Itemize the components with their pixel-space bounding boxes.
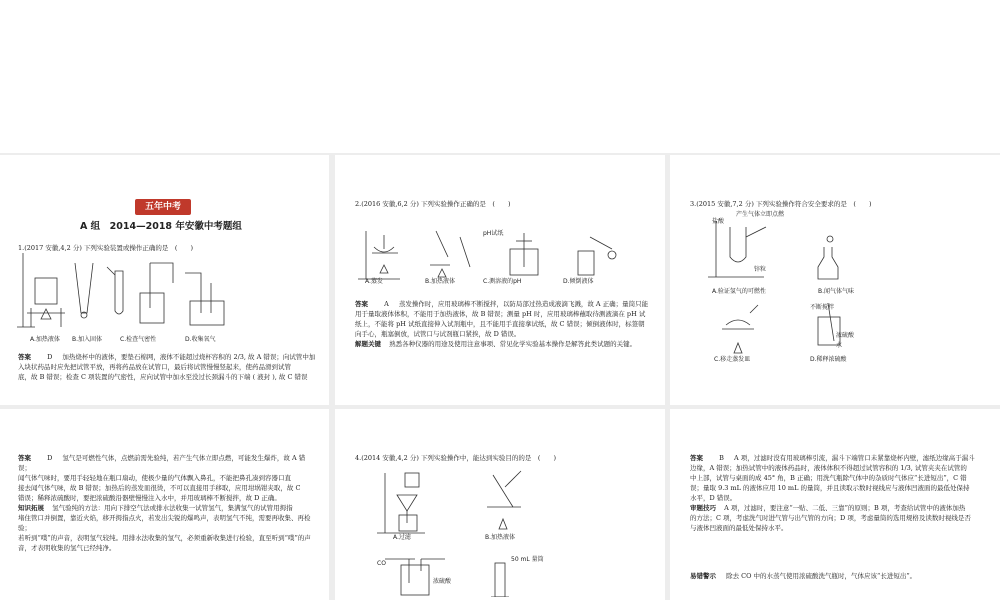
five-year-badge: 五年中考 [135, 199, 191, 215]
label-cylinder: 50 mL 量筒 [511, 556, 544, 563]
label-hydrochloric-acid: 盐酸 [712, 218, 725, 225]
extension-line-2: 堵住管口并倒置，靠近火焰，移开拇指点火，若发出尖锐的爆鸣声，表明氢气不纯，需要再收集、再检验； [18, 514, 311, 532]
answer-block [18, 352, 318, 382]
caption-b: B.闻气体气味 [818, 288, 855, 295]
answer-line-1: 氢气是可燃性气体，点燃前需先验纯，若产生气体立即点燃，可能发生爆炸，故 A 错误； [18, 454, 306, 472]
key-text: 熟悉各种仪器的用途及使用注意事项、常见化学实验基本操作是解答此类试题的关键。 [389, 340, 637, 348]
tip-line-3: 与液体凹液面的最低处保持水平。 [690, 524, 788, 532]
answer-line-2: 闻气体气味时，要用手轻轻地在瓶口扇动，使极少量的气体飘入鼻孔，不能把鼻孔凑到容器口直 [18, 474, 291, 482]
ph-paper-label: pH试纸 [483, 230, 504, 237]
question-text: 2.(2016 安徽,6,2 分) 下列实验操作正确的是 ( ) [355, 200, 511, 208]
caption-b: B.加热液体 [485, 534, 516, 541]
label-sulfuric-acid: 浓硫酸 [433, 578, 452, 585]
warning-label: 易错警示 [690, 572, 716, 580]
answer-line-1: 蒸发操作时，应用玻璃棒不断搅拌，以防局部过热造成液滴飞溅，故 A 正确；量筒只能 [398, 300, 649, 308]
answer-block [355, 299, 655, 349]
slide-answer-3[interactable] [0, 409, 329, 600]
answer-block [18, 453, 318, 553]
answer-line-4: 误；量取 9.3 mL 的液体应用 10 mL 的量筒，并且读取示数时视线应与液体凹液面的最低处保持 [690, 484, 970, 492]
label-ignite-gas: 产生气体立即点燃 [736, 211, 785, 218]
caption-a: A.蒸发 [365, 278, 383, 285]
answer-line-3: 接去闻气体气味，故 B 错误；加热后的蒸发皿很烫，不可以直接用手移取，应用坩埚钳夹取，故 C [18, 484, 301, 492]
answer-line-4: 错误；稀释浓硫酸时，要把浓硫酸沿器壁慢慢注入水中，并用玻璃棒不断搅拌，故 D 正确。 [18, 494, 281, 502]
extension-label: 知识拓展 [18, 504, 44, 512]
caption-b: B.加热液体 [425, 278, 456, 285]
answer-line-1: A 项，过滤时没有用玻璃棒引流，漏斗下端管口未紧靠烧杯内壁，滤纸边缘高于漏斗 [733, 454, 975, 462]
tip-line-1: A 项，过滤时，要注意“一贴、二低、三靠”的原则；B 项，考查给试管中的液体加热 [724, 504, 966, 512]
caption-a: A.验证氢气的可燃性 [712, 288, 766, 295]
answer-letter: A [384, 300, 389, 308]
answer-label: 答案 [18, 353, 31, 361]
caption-d: D.倾倒液体 [563, 278, 594, 285]
answer-line-2: 边缘，A 错误；加热试管中的液体药品时，液体体积不得超过试管容积的 1/3, 试管夹夹在试管的 [690, 464, 967, 472]
warning-text: 除去 CO 中的水蒸气使用浓硫酸洗气瓶时，气体应该“长进短出”。 [726, 572, 917, 580]
answer-line-1: 加热烧杯中的液体，要垫石棉网，液体不能超过烧杯容积的 2/3, 故 A 错误；向试管中加 [62, 353, 316, 361]
caption-a: A.加热液体 [30, 336, 60, 343]
caption-d: D.收集氧气 [185, 336, 216, 343]
slide-question-1[interactable] [0, 155, 329, 405]
label-water: 水 [836, 342, 843, 349]
apparatus-figure [375, 467, 635, 597]
answer-block [690, 453, 990, 533]
caption-c: C.检查气密性 [120, 336, 157, 343]
apparatus-figure [15, 253, 315, 333]
label-sulfuric-acid: 浓硫酸 [836, 332, 855, 339]
answer-line-2: 用于量取液体体积，不能用于加热液体，故 B 错误；测量 pH 时，应用玻璃棒蘸取待测液滴在 pH 试 [355, 310, 646, 318]
answer-label: 答案 [18, 454, 31, 462]
caption-d: D.稀释浓硫酸 [810, 356, 847, 363]
answer-letter: B [719, 454, 724, 462]
caption-a: A.过滤 [393, 534, 411, 541]
tip-line-2: 的方法；C 项，考虑洗气时进气管与出气管的方向；D 项，考虑量筒的选用规格及读数时视线是否 [690, 514, 971, 522]
slide-question-3[interactable] [670, 155, 1000, 405]
slide-answer-4[interactable] [670, 409, 1000, 600]
label-co: CO [377, 560, 386, 567]
answer-line-3: 纸上，不能将 pH 试纸直接伸入试剂瓶中，且不能用手直接拿试纸，故 C 错误；倾倒液体时，标签朝 [355, 320, 645, 328]
extension-line-1: 氢气验纯的方法：用向下排空气法或排水法收集一试管氢气，集满氢气的试管用拇指 [52, 504, 293, 512]
key-label: 解题关键 [355, 340, 381, 348]
answer-line-2: 入块状药品时应先把试管平放，再将药品放在试管口，最后将试管慢慢竖起来，使药品滑到试管 [18, 363, 291, 371]
label-stir: 不断搅拌 [810, 304, 835, 311]
answer-letter: D [47, 353, 53, 361]
blank-header-area [0, 0, 1000, 153]
answer-line-5: 水平，D 错误。 [690, 494, 737, 502]
answer-line-4: 向手心，瓶塞倒放，试管口与试剂瓶口紧挨，故 D 错误。 [355, 330, 521, 338]
answer-label: 答案 [690, 454, 703, 462]
group-title: A 组 2014—2018 年安徽中考题组 [80, 221, 242, 232]
question-text: 4.(2014 安徽,4,2 分) 下列实验操作中，能达到实验目的的是 ( ) [355, 454, 556, 462]
slide-question-2[interactable] [335, 155, 665, 405]
extension-line-3: 若听到“噗”的声音，表明氢气较纯。用排水法收集的氢气，必须重新收集进行检验，直至听到“噗”的声音，才表明收集的氢气已经纯净。 [18, 534, 311, 552]
warning-block [690, 571, 990, 581]
answer-line-3: 底，故 B 错误；检查 C 项装置的气密性，应向试管中加水至没过长颈漏斗的下端 ( 液封 ), 故 C 错误 [18, 373, 308, 381]
question-text: 1.(2017 安徽,4,2 分) 下列实验装置或操作正确的是 ( ) [18, 244, 193, 252]
answer-letter: D [47, 454, 53, 462]
question-text: 3.(2015 安徽,7,2 分) 下列实验操作符合安全要求的是 ( ) [690, 200, 872, 208]
caption-c: C.移走蒸发皿 [714, 356, 751, 363]
caption-c: C.测溶液的pH [483, 278, 522, 285]
tip-label: 审题技巧 [690, 504, 716, 512]
answer-line-3: 中上部，试管与桌面的成 45° 角，B 正确；用洗气瓶除气体中的杂质时气体应“长进短出”，C 错 [690, 474, 967, 482]
caption-b: B.加入固体 [72, 336, 103, 343]
slide-question-4[interactable] [335, 409, 665, 600]
answer-label: 答案 [355, 300, 368, 308]
label-zinc: 锌粒 [754, 266, 767, 273]
